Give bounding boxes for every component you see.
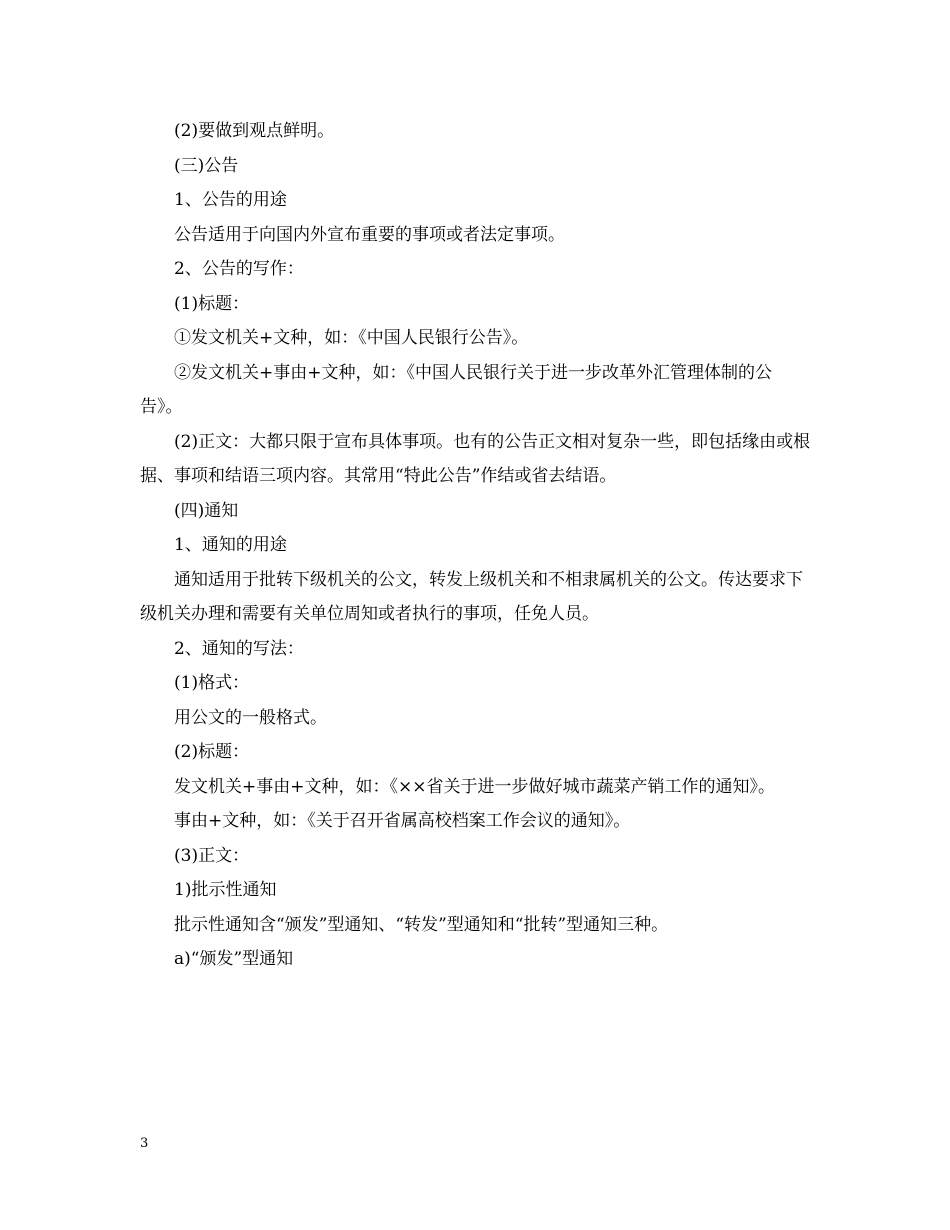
- page-number: 3: [140, 1136, 149, 1151]
- list-item: (1)标题：: [174, 293, 250, 314]
- list-item: ①发文机关+文种，如：《中国人民银行公告》。: [174, 328, 529, 348]
- list-item: (3)正文：: [174, 845, 250, 866]
- paragraph: 发文机关+事由+文种，如：《××省关于进一步做好城市蔬菜产销工作的通知》。: [174, 776, 775, 797]
- subsection-heading: 2、通知的写法：: [174, 638, 304, 659]
- paragraph: 通知适用于批转下级机关的公文，转发上级机关和不相隶属机关的公文。传达要求下级机关办理和需要有关单位周知或者执行的事项，任免人员。: [140, 569, 803, 624]
- paragraph: 公告适用于向国内外宣布重要的事项或者法定事项。: [174, 224, 565, 245]
- list-item: (1)格式：: [174, 673, 250, 693]
- section-heading: (三)公告: [174, 155, 239, 176]
- paragraph: 事由+文种，如：《关于召开省属高校档案工作会议的通知》。: [174, 811, 631, 831]
- section-heading: (四)通知: [174, 500, 239, 521]
- subsection-heading: 1、公告的用途: [174, 190, 287, 210]
- subsection-heading: 2、公告的写作：: [174, 259, 304, 279]
- paragraph: 批示性通知含“颁发”型通知、“转发”型通知和“批转”型通知三种。: [174, 914, 669, 935]
- document-body: [140, 114, 812, 977]
- list-item: (2)标题：: [174, 742, 250, 762]
- paragraph: 用公文的一般格式。: [174, 707, 327, 728]
- list-item: 1)批示性通知: [174, 880, 277, 900]
- list-item: a)“颁发”型通知: [174, 949, 294, 969]
- subsection-heading: 1、通知的用途: [174, 535, 287, 555]
- paragraph: (2)要做到观点鲜明。: [174, 121, 335, 141]
- list-item: (2)正文：大都只限于宣布具体事项。也有的公告正文相对复杂一些，即包括缘由或根据、事项和结语三项内容。其常用“特此公告”作结或省去结语。: [140, 431, 811, 486]
- list-item: ②发文机关+事由+文种，如：《中国人民银行关于进一步改革外汇管理体制的公告》。: [140, 362, 772, 417]
